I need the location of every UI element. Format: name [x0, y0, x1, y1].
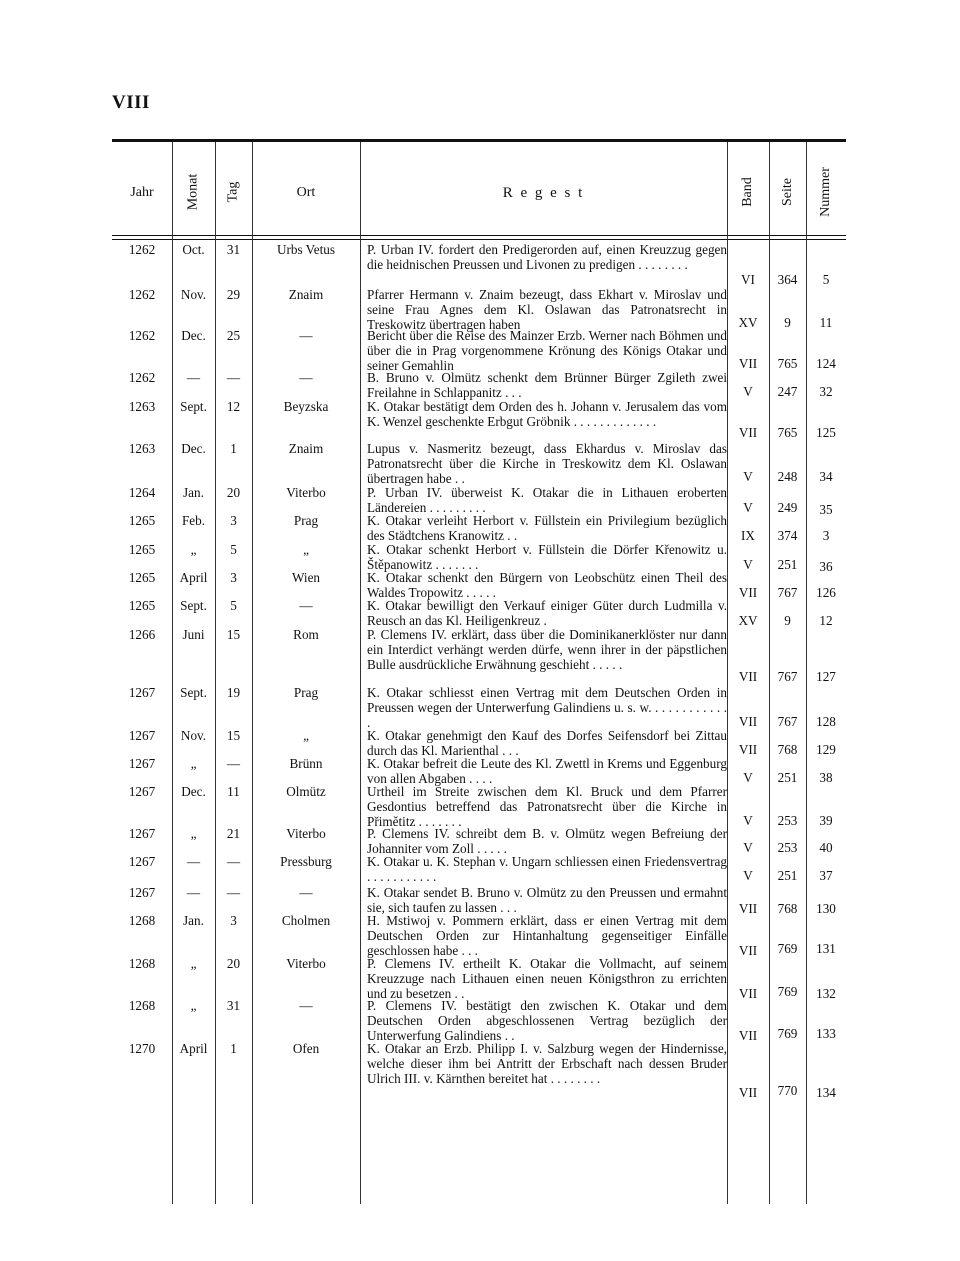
cell-nummer: 127	[816, 669, 836, 684]
column-divider	[360, 142, 361, 1204]
cell-nummer: 38	[819, 770, 833, 785]
cell-seite: 9	[784, 613, 791, 628]
cell-ort: Viterbo	[286, 826, 326, 841]
cell-ort: —	[299, 328, 313, 343]
cell-tag: 19	[226, 685, 241, 700]
cell-tag: 31	[226, 998, 241, 1013]
cell-nummer: 130	[816, 901, 836, 916]
cell-band: V	[743, 500, 753, 515]
cell-regest: K. Otakar bestätigt dem Orden des h. Johann v. Jerusalem das vom K. Wenzel geschenkte Erbgut Gröbnik . . . . . . . . . . . . .	[367, 399, 727, 429]
cell-nummer: 35	[819, 502, 833, 517]
header-band: Band	[740, 177, 755, 207]
cell-nummer: 126	[816, 585, 836, 600]
cell-jahr: 1267	[128, 885, 156, 900]
header-rule-double	[112, 239, 846, 240]
cell-nummer: 131	[816, 941, 836, 956]
cell-ort: —	[299, 998, 313, 1013]
cell-regest: P. Clemens IV. erklärt, dass über die Dominikanerklöster nur dann ein Interdict verhängt werden dürfe, wenn ihrer in der päpstlichen Bulle ausdrückliche Erwähnung geschieht . . . . .	[367, 627, 727, 672]
cell-regest: Pfarrer Hermann v. Znaim bezeugt, dass Ekhart v. Miroslav und seine Frau Agnes dem Kl. Oslawan das Patronatsrecht in Treskowitz übertragen haben	[367, 287, 727, 332]
cell-monat: Oct.	[182, 242, 205, 257]
cell-monat: Sept.	[180, 685, 207, 700]
cell-seite: 767	[777, 585, 798, 600]
cell-nummer: 11	[819, 315, 833, 330]
cell-nummer: 40	[819, 840, 833, 855]
cell-tag: 1	[230, 1041, 237, 1056]
cell-tag: 11	[227, 784, 240, 799]
cell-seite: 251	[777, 868, 798, 883]
header-monat: Monat	[185, 173, 201, 211]
cell-seite: 768	[777, 742, 798, 757]
cell-nummer: 124	[816, 356, 836, 371]
header-jahr: Jahr	[130, 185, 154, 200]
cell-seite: 767	[777, 669, 798, 684]
cell-seite: 769	[777, 984, 798, 999]
cell-ort: Cholmen	[281, 913, 331, 928]
cell-seite: 769	[777, 1026, 798, 1041]
cell-tag: 5	[230, 542, 237, 557]
cell-ort: Prag	[293, 513, 319, 528]
cell-regest: K. Otakar sendet B. Bruno v. Olmütz zu den Preussen und ermahnt sie, sich taufen zu lassen . . .	[367, 885, 727, 915]
cell-tag: 21	[226, 826, 241, 841]
cell-tag: 29	[226, 287, 241, 302]
cell-regest: K. Otakar genehmigt den Kauf des Dorfes Seifensdorf bei Zittau durch das Kl. Marienthal . . .	[367, 728, 727, 758]
cell-nummer: 133	[816, 1026, 836, 1041]
cell-regest: P. Clemens IV. ertheilt K. Otakar die Vollmacht, auf seinem Kreuzzuge nach Lithauen einen neuen Königsthron zu errichten und zu besetzen . .	[367, 956, 727, 1001]
cell-seite: 770	[777, 1083, 798, 1098]
cell-regest: H. Mstiwoj v. Pommern erklärt, dass er einen Vertrag mit dem Deutschen Orden zur Hintanhaltung gegenseitiger Einfälle geschlossen habe . . .	[367, 913, 727, 958]
cell-monat: Jan.	[183, 485, 204, 500]
cell-band: VII	[738, 585, 758, 600]
header-nummer: Nummer	[818, 167, 834, 217]
cell-ort: Prag	[293, 685, 319, 700]
cell-jahr: 1264	[128, 485, 156, 500]
cell-tag: 20	[226, 956, 241, 971]
cell-monat: „	[190, 998, 197, 1013]
cell-tag: 25	[226, 328, 241, 343]
cell-band: V	[743, 469, 753, 484]
cell-tag: 15	[226, 627, 241, 642]
cell-regest: P. Clemens IV. bestätigt den zwischen K. Otakar und dem Deutschen Orden abgeschlossenen Vertrag bezüglich der Unterwerfung Galindiens . .	[367, 998, 727, 1043]
cell-ort: —	[299, 885, 313, 900]
cell-tag: —	[226, 885, 241, 900]
cell-jahr: 1262	[128, 328, 156, 343]
cell-jahr: 1263	[128, 441, 156, 456]
cell-band: XV	[738, 613, 758, 628]
cell-jahr: 1267	[128, 728, 156, 743]
cell-seite: 251	[777, 557, 798, 572]
cell-regest: K. Otakar u. K. Stephan v. Ungarn schliessen einen Friedensvertrag . . . . . . . . . . .	[367, 854, 727, 884]
cell-jahr: 1263	[128, 399, 156, 414]
cell-monat: „	[190, 826, 197, 841]
cell-ort: Znaim	[288, 441, 324, 456]
top-rule-thick	[112, 139, 846, 142]
header-ort: Ort	[296, 185, 316, 200]
cell-band: V	[743, 868, 753, 883]
cell-regest: Bericht über die Reise des Mainzer Erzb. Werner nach Böhmen und über die in Prag vorgenommene Krönung des Königs Otakar und seiner Gemahlin	[367, 328, 727, 373]
cell-tag: 20	[226, 485, 241, 500]
cell-seite: 374	[777, 528, 798, 543]
cell-band: VII	[738, 742, 758, 757]
cell-monat: Juni	[182, 627, 205, 642]
cell-band: VII	[738, 943, 758, 958]
cell-monat: „	[190, 956, 197, 971]
cell-ort: Rom	[293, 627, 319, 642]
cell-nummer: 134	[816, 1085, 836, 1100]
cell-regest: K. Otakar bewilligt den Verkauf einiger Güter durch Ludmilla v. Reusch an das Kl. Heiligenkreuz .	[367, 598, 727, 628]
cell-nummer: 129	[816, 742, 836, 757]
cell-jahr: 1270	[128, 1041, 156, 1056]
cell-ort: Znaim	[288, 287, 324, 302]
cell-regest: P. Urban IV. fordert den Predigerorden auf, einen Kreuzzug gegen die heidnischen Preussen und Livonen zu predigen . . . . . . . .	[367, 242, 727, 272]
cell-jahr: 1267	[128, 784, 156, 799]
cell-seite: 248	[777, 469, 798, 484]
cell-nummer: 37	[819, 868, 833, 883]
cell-ort: „	[303, 542, 309, 557]
cell-ort: —	[299, 598, 313, 613]
cell-band: V	[743, 840, 753, 855]
cell-ort: „	[303, 728, 309, 743]
cell-monat: Nov.	[180, 728, 207, 743]
cell-band: VII	[738, 1028, 758, 1043]
cell-jahr: 1262	[128, 370, 156, 385]
cell-jahr: 1268	[128, 956, 156, 971]
cell-nummer: 125	[816, 425, 836, 440]
cell-regest: K. Otakar schenkt den Bürgern von Leobschütz einen Theil des Waldes Tropowitz . . . . .	[367, 570, 727, 600]
cell-nummer: 128	[816, 714, 836, 729]
cell-seite: 769	[777, 941, 798, 956]
cell-seite: 247	[777, 384, 798, 399]
cell-ort: Urbs Vetus	[276, 242, 335, 257]
cell-regest: B. Bruno v. Olmütz schenkt dem Brünner Bürger Zgileth zwei Freilahne in Schlappanitz . . .	[367, 370, 727, 400]
cell-monat: Dec.	[181, 784, 206, 799]
cell-seite: 768	[777, 901, 798, 916]
cell-monat: Jan.	[183, 913, 204, 928]
cell-ort: Pressburg	[280, 854, 332, 869]
cell-monat: Sept.	[180, 598, 207, 613]
header-seite: Seite	[779, 178, 795, 206]
cell-band: V	[743, 813, 753, 828]
cell-nummer: 39	[819, 813, 833, 828]
cell-ort: Olmütz	[286, 784, 326, 799]
cell-seite: 364	[777, 272, 798, 287]
cell-ort: Wien	[291, 570, 321, 585]
cell-tag: 5	[230, 598, 237, 613]
cell-tag: 12	[226, 399, 241, 414]
cell-band: VII	[738, 669, 758, 684]
cell-nummer: 12	[819, 613, 833, 628]
cell-monat: April	[179, 570, 208, 585]
cell-ort: Beyzska	[283, 399, 329, 414]
cell-ort: Ofen	[292, 1041, 320, 1056]
cell-seite: 249	[777, 500, 798, 515]
cell-seite: 765	[777, 356, 798, 371]
cell-nummer: 132	[816, 986, 836, 1001]
cell-monat: April	[179, 1041, 208, 1056]
cell-jahr: 1265	[128, 598, 156, 613]
cell-regest: K. Otakar verleiht Herbort v. Füllstein ein Privilegium bezüglich des Städtchens Kranowitz . .	[367, 513, 727, 543]
cell-jahr: 1265	[128, 513, 156, 528]
cell-tag: 3	[230, 513, 237, 528]
cell-band: XV	[738, 315, 758, 330]
cell-nummer: 34	[819, 469, 833, 484]
cell-tag: —	[226, 370, 241, 385]
cell-regest: K. Otakar an Erzb. Philipp I. v. Salzburg wegen der Hindernisse, welche dieser ihm bei Antritt der Erbschaft nach dessen Bruder Ulrich III. v. Kärnthen bereitet hat . . . . . . . .	[367, 1041, 727, 1086]
cell-monat: Feb.	[181, 513, 206, 528]
cell-jahr: 1267	[128, 685, 156, 700]
cell-nummer: 3	[822, 528, 830, 543]
cell-seite: 251	[777, 770, 798, 785]
cell-jahr: 1265	[128, 570, 156, 585]
cell-seite: 767	[777, 714, 798, 729]
cell-regest: P. Urban IV. überweist K. Otakar die in Lithauen eroberten Ländereien . . . . . . . . .	[367, 485, 727, 515]
cell-monat: —	[186, 854, 201, 869]
cell-tag: 3	[230, 570, 237, 585]
cell-regest: Urtheil im Streite zwischen dem Kl. Bruck und dem Pfarrer Gesdontius betreffend das Patronatsrecht über die Kirche in Přimětitz . . . . . . .	[367, 784, 727, 829]
cell-band: VII	[738, 1085, 758, 1100]
cell-band: VI	[741, 272, 755, 287]
cell-tag: 31	[226, 242, 241, 257]
cell-monat: Dec.	[181, 328, 206, 343]
cell-jahr: 1262	[128, 242, 156, 257]
cell-monat: Nov.	[180, 287, 207, 302]
cell-monat: —	[186, 370, 201, 385]
cell-ort: —	[299, 370, 313, 385]
cell-band: VII	[738, 425, 758, 440]
cell-jahr: 1267	[128, 826, 156, 841]
cell-jahr: 1265	[128, 542, 156, 557]
cell-monat: —	[186, 885, 201, 900]
header-tag: Tag	[225, 181, 241, 203]
cell-ort: Viterbo	[286, 956, 326, 971]
cell-regest: K. Otakar befreit die Leute des Kl. Zwettl in Krems und Eggenburg von allen Abgaben . . . .	[367, 756, 727, 786]
cell-band: IX	[741, 528, 755, 543]
cell-tag: 1	[230, 441, 237, 456]
cell-band: V	[743, 557, 753, 572]
cell-seite: 253	[777, 813, 798, 828]
cell-jahr: 1268	[128, 998, 156, 1013]
cell-band: V	[743, 770, 753, 785]
cell-monat: Dec.	[181, 441, 206, 456]
cell-tag: 15	[226, 728, 241, 743]
cell-ort: Brünn	[289, 756, 323, 771]
cell-band: V	[743, 384, 753, 399]
cell-ort: Viterbo	[286, 485, 326, 500]
cell-regest: K. Otakar schenkt Herbort v. Füllstein die Dörfer Křenowitz u. Štěpanowitz . . . . . . .	[367, 542, 727, 572]
cell-nummer: 5	[822, 272, 830, 287]
cell-seite: 9	[784, 315, 791, 330]
cell-jahr: 1262	[128, 287, 156, 302]
cell-regest: P. Clemens IV. schreibt dem B. v. Olmütz wegen Befreiung der Johanniter vom Zoll . . . . .	[367, 826, 727, 856]
cell-tag: —	[226, 756, 241, 771]
cell-tag: —	[226, 854, 241, 869]
cell-monat: Sept.	[180, 399, 207, 414]
cell-band: VII	[738, 986, 758, 1001]
cell-monat: „	[190, 756, 197, 771]
cell-seite: 253	[777, 840, 798, 855]
cell-band: VII	[738, 901, 758, 916]
cell-jahr: 1267	[128, 756, 156, 771]
cell-band: VII	[738, 714, 758, 729]
cell-jahr: 1266	[128, 627, 156, 642]
cell-band: VII	[738, 356, 758, 371]
cell-tag: 3	[230, 913, 237, 928]
cell-seite: 765	[777, 425, 798, 440]
header-regest: R e g e s t	[502, 184, 585, 201]
cell-jahr: 1267	[128, 854, 156, 869]
cell-nummer: 36	[819, 559, 833, 574]
cell-jahr: 1268	[128, 913, 156, 928]
cell-monat: „	[190, 542, 197, 557]
cell-nummer: 32	[819, 384, 833, 399]
page-number: VIII	[112, 92, 150, 113]
cell-regest: Lupus v. Nasmeritz bezeugt, dass Ekhardus v. Miroslav das Patronatsrecht über die Kirche in Treskowitz dem Kl. Oslawan übertragen habe . .	[367, 441, 727, 486]
cell-regest: K. Otakar schliesst einen Vertrag mit dem Deutschen Orden in Preussen wegen der Unterwerfung Galindiens u. s. w. . . . . . . . . . . . .	[367, 685, 727, 730]
